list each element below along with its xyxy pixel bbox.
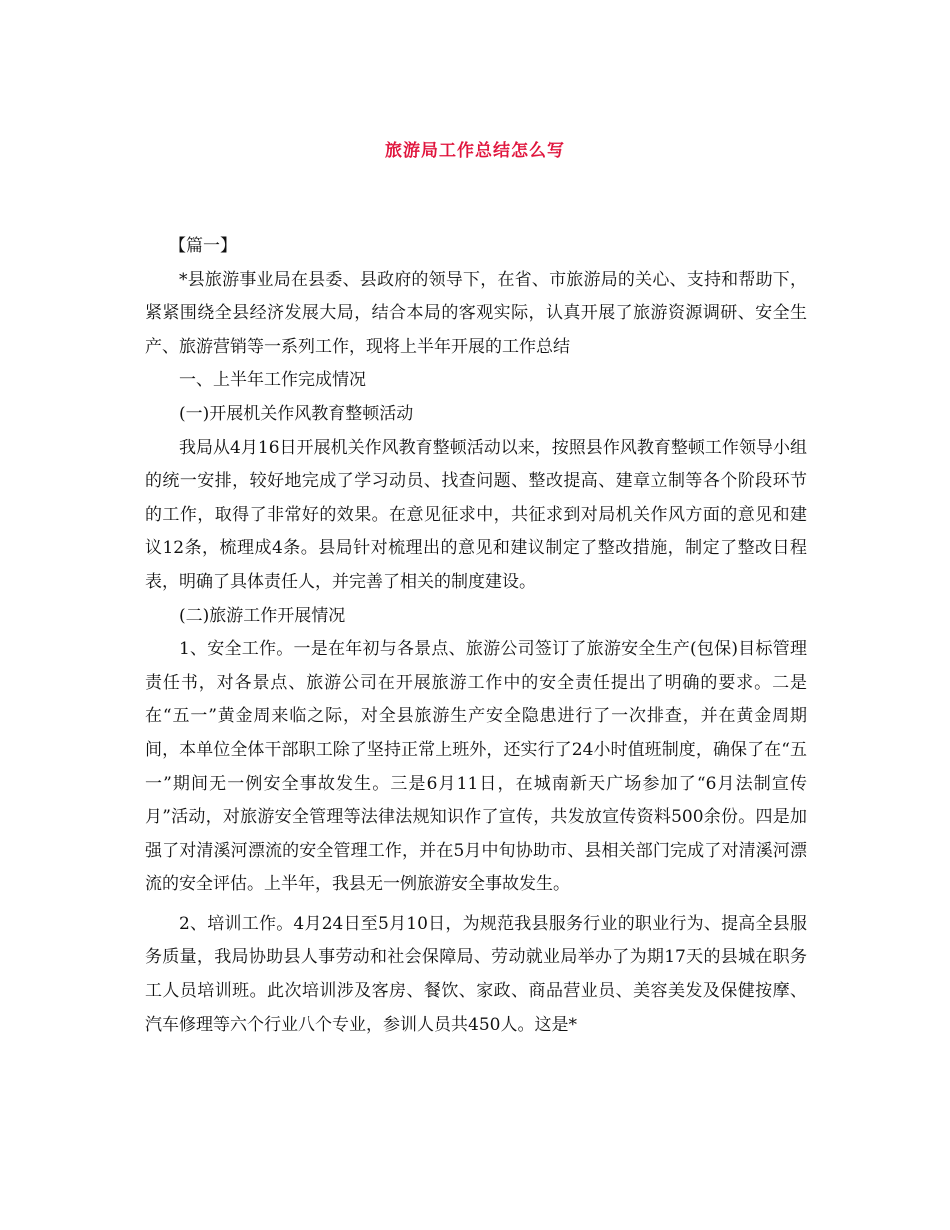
paragraph-training-work: 2、培训工作。4月24日至5月10日，为规范我县服务行业的职业行为、提高全县服务质量，我局协助县人事劳动和社会保障局、劳动就业局举办了为期17天的县城在职务工人员培训班。此次培训涉及客房、餐饮、家政、商品营业员、美容美发及保健按摩、汽车修理等六个行业八个专业，参训人员共450人。这是* xyxy=(145,913,807,1035)
document-title: 旅游局工作总结怎么写 xyxy=(385,141,565,161)
subheading-tourism-work: (二)旅游工作开展情况 xyxy=(179,605,346,626)
document-body xyxy=(145,230,807,1042)
heading-first-half-summary: 一、上半年工作完成情况 xyxy=(179,370,366,391)
section-mark: 【篇一】 xyxy=(169,236,237,256)
paragraph-rectification: 我局从4月16日开展机关作风教育整顿活动以来，按照县作风教育整顿工作领导小组的统一安排，较好地完成了学习动员、找查问题、整改提高、建章立制等各个阶段环节的工作，取得了非常好的效果。在意见征求中，共征求到对局机关作风方面的意见和建议12条，梳理成4条。县局针对梳理出的意见和建议制定了整改措施，制定了整改日程表，明确了具体责任人，并完善了相关的制度建设。 xyxy=(145,437,807,592)
intro-paragraph: *县旅游事业局在县委、县政府的领导下，在省、市旅游局的关心、支持和帮助下，紧紧围绕全县经济发展大局，结合本局的客观实际，认真开展了旅游资源调研、安全生产、旅游营销等一系列工作，现将上半年开展的工作总结 xyxy=(145,269,807,357)
subheading-style-rectification: (一)开展机关作风教育整顿活动 xyxy=(179,403,414,424)
paragraph-safety-work: 1、安全工作。一是在年初与各景点、旅游公司签订了旅游安全生产(包保)目标管理责任书，对各景点、旅游公司在开展旅游工作中的安全责任提出了明确的要求。二是在“五一”黄金周来临之际，对全县旅游生产安全隐患进行了一次排查，并在黄金周期间，本单位全体干部职工除了坚持正常上班外，还实行了24小时值班制度，确保了在“五一”期间无一例安全事故发生。三是6月11日，在城南新天广场参加了“6月法制宣传月”活动，对旅游安全管理等法律法规知识作了宣传，共发放宣传资料500余份。四是加强了对清溪河漂流的安全管理工作，并在5月中旬协助市、县相关部门完成了对清溪河漂流的安全评估。上半年，我县无一例旅游安全事故发生。 xyxy=(145,639,807,895)
